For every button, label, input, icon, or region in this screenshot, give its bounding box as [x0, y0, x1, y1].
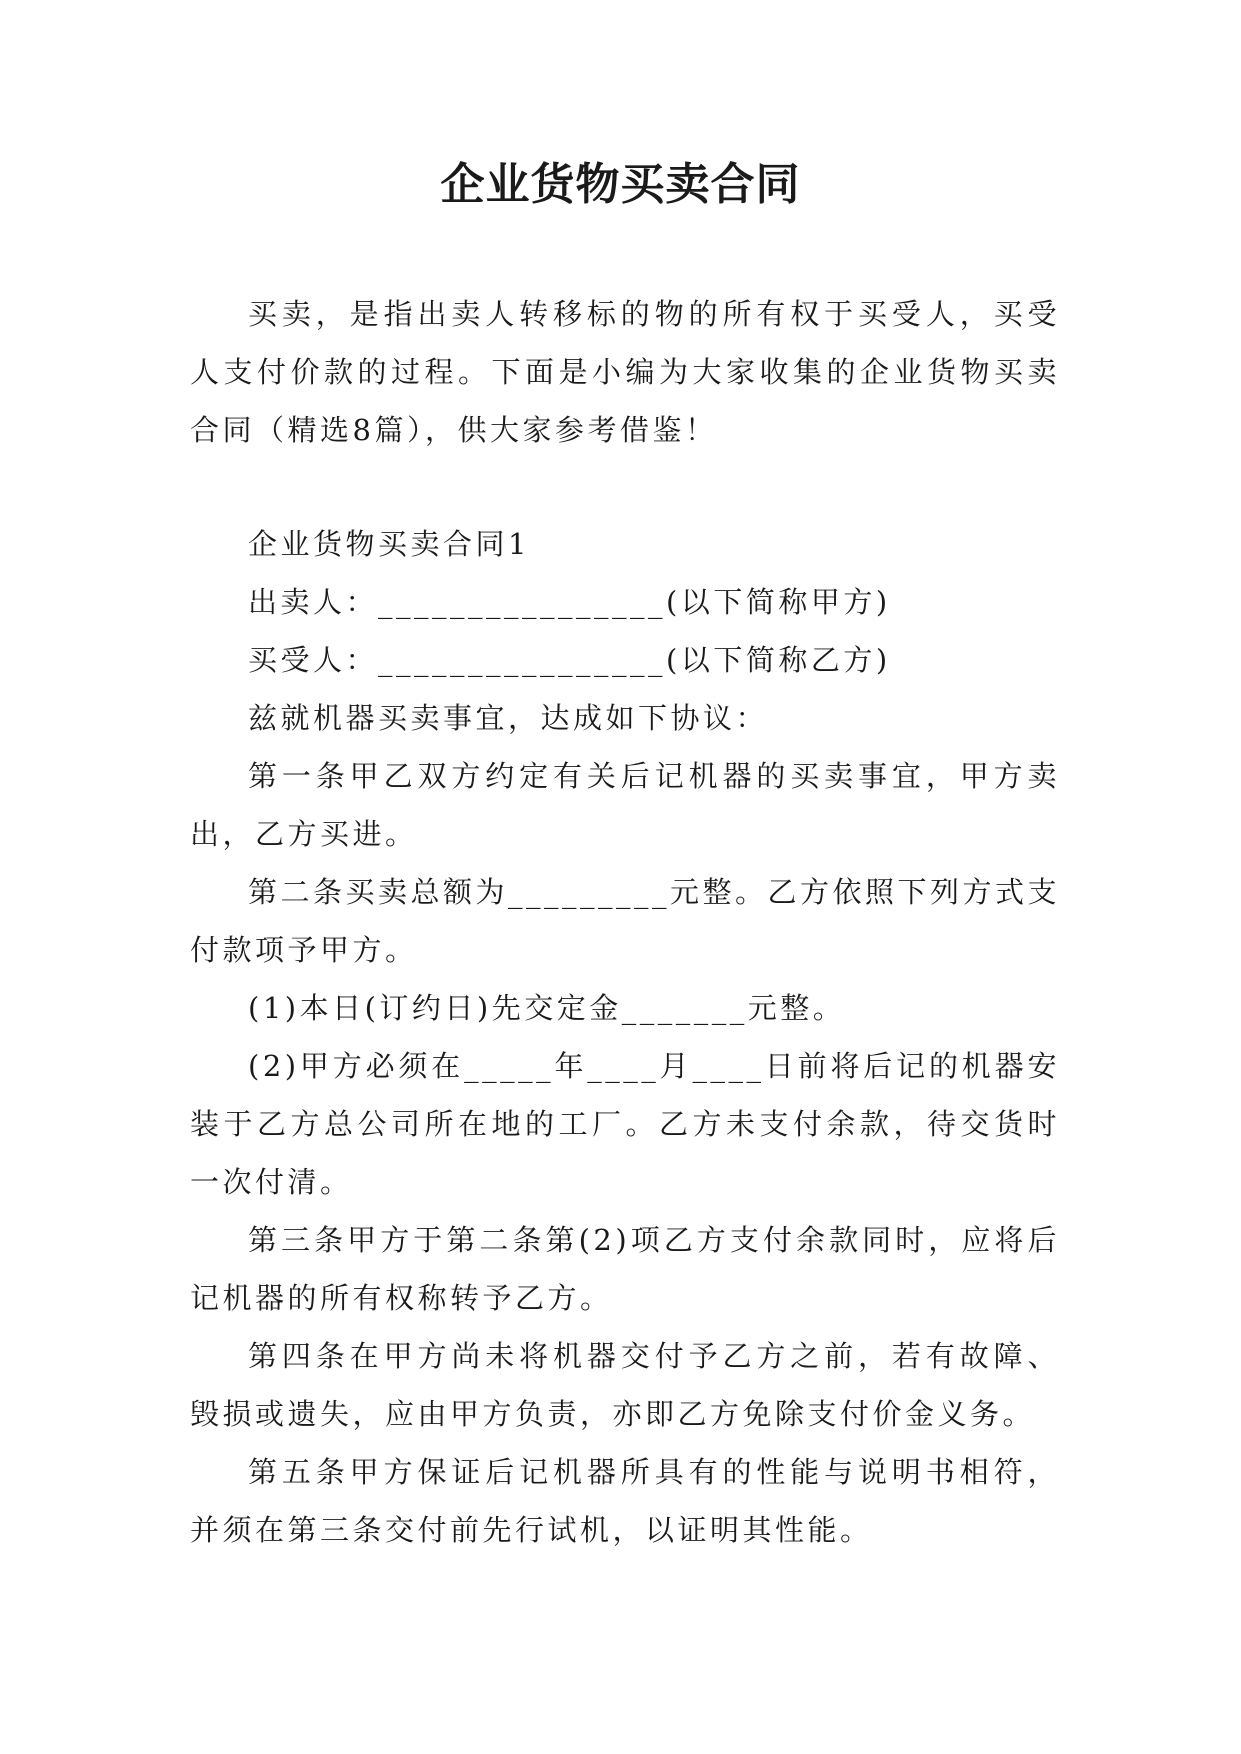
- article-3: 第三条甲方于第二条第(2)项乙方支付余款同时，应将后记机器的所有权称转予乙方。: [190, 1223, 1060, 1315]
- article-1: 第一条甲乙双方约定有关后记机器的买卖事宜，甲方卖出，乙方买进。: [190, 759, 1060, 851]
- article-2-item-1: (1)本日(订约日)先交定金_______元整。: [248, 991, 846, 1025]
- article-2: 第二条买卖总额为_________元整。乙方依照下列方式支付款项予甲方。: [190, 875, 1061, 967]
- contract-heading: 企业货物买卖合同1: [248, 527, 530, 561]
- article-2-item-2: (2)甲方必须在_____年____月____日前将后记的机器安装于乙方总公司所在地的工厂。乙方未支付余款，待交货时一次付清。: [190, 1049, 1060, 1199]
- document-title: 企业货物买卖合同: [440, 159, 801, 210]
- seller-line: 出卖人：________________(以下简称甲方): [248, 585, 891, 619]
- buyer-line: 买受人：________________(以下简称乙方): [248, 643, 891, 677]
- article-4: 第四条在甲方尚未将机器交付予乙方之前，若有故障、毁损或遗失，应由甲方负责，亦即乙方免除支付价金义务。: [190, 1339, 1060, 1431]
- intro-paragraph: 买卖，是指出卖人转移标的物的所有权于买受人，买受人支付价款的过程。下面是小编为大家收集的企业货物买卖合同（精选8篇），供大家参考借鉴！: [190, 297, 1060, 447]
- article-5: 第五条甲方保证后记机器所具有的性能与说明书相符，并须在第三条交付前先行试机，以证明其性能。: [190, 1455, 1060, 1547]
- document-body: [190, 285, 1060, 1559]
- agreement-preamble: 兹就机器买卖事宜，达成如下协议：: [248, 701, 769, 735]
